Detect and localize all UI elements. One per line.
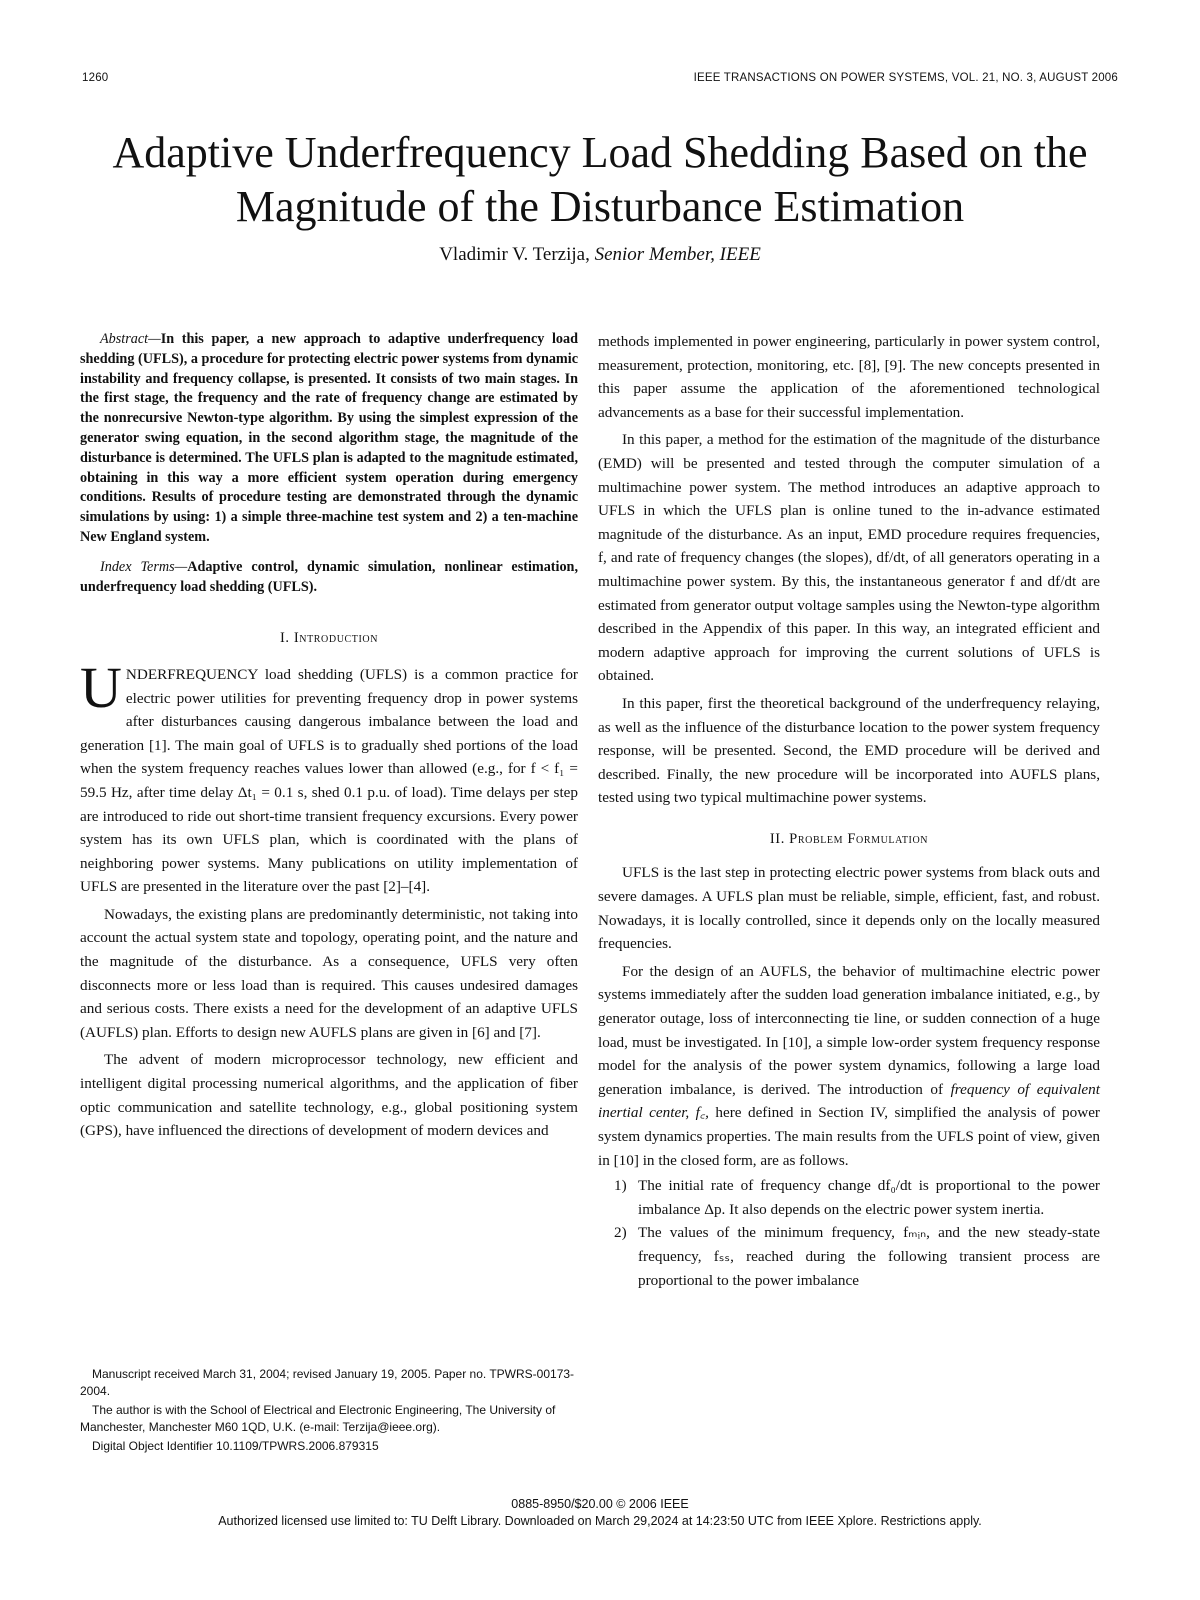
results-list <box>598 1174 1100 1292</box>
list-number: 1) <box>614 1177 627 1195</box>
footnotes <box>80 1366 578 1455</box>
footnote-doi: Digital Object Identifier 10.1109/TPWRS.2006.879315 <box>92 1439 379 1453</box>
author-line <box>0 244 1200 266</box>
list-item-text: The initial rate of frequency change df₀/dt is proportional to the power imbalance Δp. It also depends on the electric power system inertia. <box>638 1177 1100 1218</box>
index-terms-lead: Index Terms— <box>100 558 188 575</box>
copyright-line: 0885-8950/$20.00 © 2006 IEEE <box>511 1497 689 1511</box>
journal-citation: IEEE TRANSACTIONS ON POWER SYSTEMS, VOL. 21, NO. 3, AUGUST 2006 <box>693 72 1118 84</box>
abstract-lead: Abstract— <box>100 331 161 347</box>
intro-p1-text: load shedding (UFLS) is a common practice for electric power utilities for preventing frequency drop in power systems after disturbances causing dangerous imbalance between the load and generation [1]. The main goal of UFLS is to gradually shed portions of the load when the system frequency reaches values lower than allowed (e.g., for f < f₁ = 59.5 Hz, after time delay Δt₁ = 0.1 s, shed 0.1 p.u. of load). Time delays per step are introduced to ride out short-time transient frequency excursions. Every power system has its own UFLS plan, which is coordinated with the plans of neighboring power systems. Many publications on utility implementation of UFLS are presented in the literature over the past [2]–[4]. <box>80 665 578 896</box>
problem-paragraph-1: UFLS is the last step in protecting electric power systems from black outs and severe damages. A UFLS plan must be reliable, simple, efficient, fast, and robust. Nowadays, it is locally controlled, since it depends only on the locally measured frequencies. <box>598 864 1100 953</box>
section-heading-introduction: I. Introduction <box>279 630 379 647</box>
problem-p2-text-b: here defined in Section IV, simplified the analysis of power system dynamics properties. The main results from the UFLS point of view, given in [10] in the closed form, are as follows. <box>598 1104 1100 1169</box>
list-item <box>598 1174 1100 1221</box>
intro-paragraph-1 <box>80 654 578 899</box>
intro-caps: NDERFREQUENCY <box>125 665 258 683</box>
intro-paragraph-3: The advent of modern microprocessor technology, new efficient and intelligent digital processing numerical algorithms, and the application of fiber optic communication and satellite technology, e.g., global positioning system (GPS), have influenced the directions of development of modern devices and <box>80 1051 578 1140</box>
index-terms <box>80 558 578 598</box>
paper-title: Adaptive Underfrequency Load Shedding Based on the Magnitude of the Disturbance Estimation <box>112 128 1088 231</box>
right-column <box>598 330 1100 1292</box>
footnote-manuscript: Manuscript received March 31, 2004; revised January 19, 2005. Paper no. TPWRS-00173-2004. <box>80 1367 575 1398</box>
problem-p2-emphasis: frequency of equivalent inertial center, f꜀, <box>598 1080 1100 1122</box>
abstract <box>80 330 578 548</box>
index-terms-text: Adaptive control, dynamic simulation, nonlinear estimation, underfrequency load shedding (UFLS). <box>80 558 578 595</box>
author-affiliation: Senior Member, IEEE <box>594 244 761 265</box>
abstract-text: In this paper, a new approach to adaptive underfrequency load shedding (UFLS), a procedure for protecting electric power systems from dynamic instability and frequency collapse, is presented. It consists of two main stages. In the first stage, the frequency and the rate of frequency change are estimated by the nonrecursive Newton-type algorithm. By using the simplest expression of the generator swing equation, in the second algorithm stage, the magnitude of the disturbance is determined. The UFLS plan is adapted to the magnitude estimated, obtaining in this way a more efficient system operation during emergency conditions. Results of procedure testing are demonstrated through the dynamic simulations by using: 1) a simple three-machine test system and 2) a ten-machine New England system. <box>80 331 578 545</box>
drop-cap: U <box>80 654 122 720</box>
left-column <box>80 330 578 1143</box>
footnote-author: The author is with the School of Electrical and Electronic Engineering, The University of Manchester, Manchester M60 1QD, U.K. (e-mail: Terzija@ieee.org). <box>80 1403 556 1434</box>
list-item <box>598 1221 1100 1292</box>
list-number: 2) <box>614 1224 627 1242</box>
intro-paragraph-5: In this paper, first the theoretical background of the underfrequency relaying, as well as the influence of the disturbance location to the power system frequency response, will be presented. Second, the EMD procedure will be derived and described. Finally, the new procedure will be incorporated into AUFLS plans, tested using two typical multimachine power systems. <box>598 694 1100 807</box>
page-number: 1260 <box>82 72 109 84</box>
running-header <box>82 72 1118 90</box>
problem-p2-text-a: For the design of an AUFLS, the behavior of multimachine electric power systems immediately after the sudden load generation imbalance initiated, e.g., by generator outage, loss of interconnecting tie line, or sudden connection of a huge load, must be investigated. In [10], a simple low-order system frequency response model for the analysis of the power system dynamics, following a large load generation imbalance, is derived. The introduction of <box>598 962 1100 1098</box>
list-item-text: The values of the minimum frequency, fₘᵢₙ, and the new steady-state frequency, fₛₛ, reached during the following transient process are proportional to the power imbalance <box>638 1224 1100 1289</box>
intro-paragraph-3-continued: methods implemented in power engineering, particularly in power system control, measurement, protection, monitoring, etc. [8], [9]. The new concepts presented in this paper assume the application of the aforementioned technological advancements as a base for their successful implementation. <box>598 333 1100 421</box>
intro-paragraph-2: Nowadays, the existing plans are predominantly deterministic, not taking into account the actual system state and topology, operating point, and the nature and the magnitude of the disturbance. As a consequence, UFLS very often disconnects more or less load than is required. This causes undesired damages and serious costs. There exists a need for the development of an adaptive UFLS (AUFLS) plan. Efforts to design new AUFLS plans are given in [6] and [7]. <box>80 905 578 1041</box>
section-heading-problem-formulation: II. Problem Formulation <box>769 830 929 847</box>
license-notice: Authorized licensed use limited to: TU Delft Library. Downloaded on March 29,2024 at 14:23:50 UTC from IEEE Xplore. Restrictions apply. <box>218 1514 982 1528</box>
intro-paragraph-4: In this paper, a method for the estimation of the magnitude of the disturbance (EMD) will be presented and tested through the computer simulation of a multimachine power system. The method introduces an adaptive approach to UFLS in which the UFLS plan is online tuned to the in-advance estimated magnitude of the disturbance. As an input, EMD procedure requires frequencies, f, and rate of frequency changes (the slopes), df/dt, of all generators operating in a multimachine power system. By this, the instantaneous generator f and df/dt are estimated from generator output voltage samples using the Newton-type algorithm described in the Appendix of this paper. In this way, an integrated efficient and modern adaptive approach for improving the current solutions of UFLS is obtained. <box>598 431 1100 685</box>
problem-paragraph-2 <box>598 960 1100 1172</box>
author-name: Vladimir V. Terzija, <box>439 244 590 265</box>
